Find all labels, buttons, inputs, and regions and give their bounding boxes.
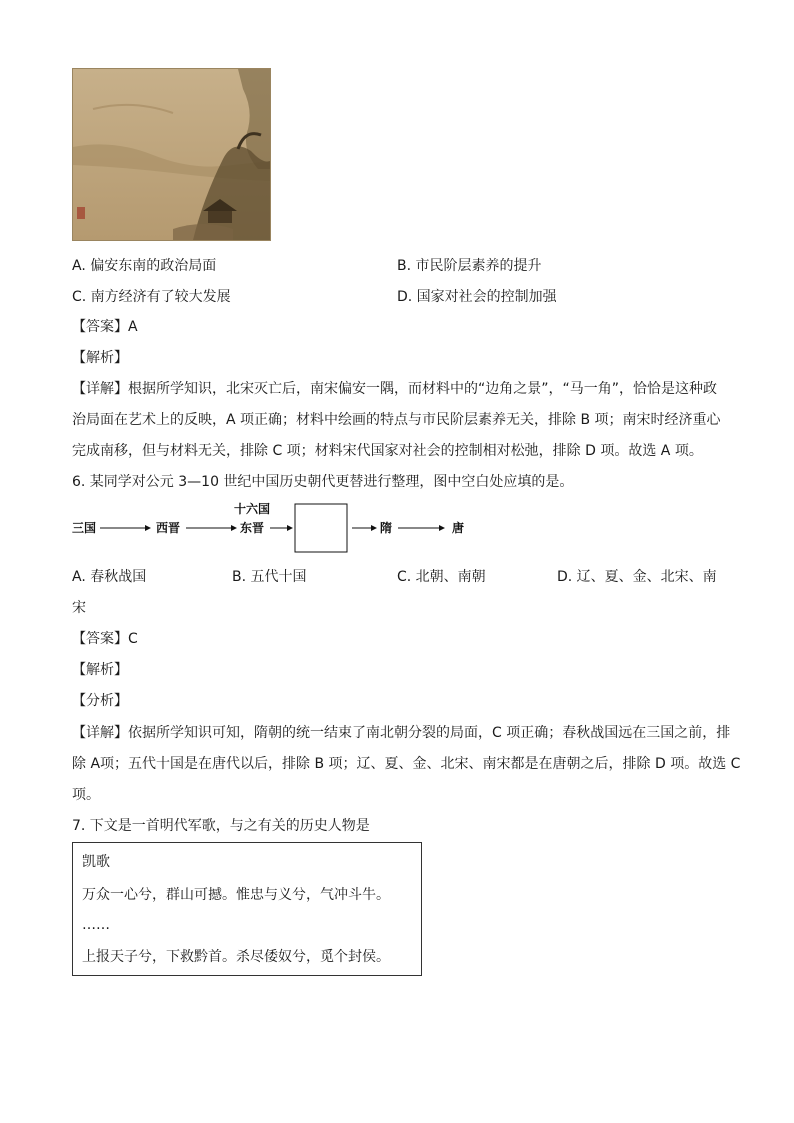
dynasty-timeline-diagram xyxy=(72,500,492,556)
q5-option-c: C. 南方经济有了较大发展 xyxy=(72,289,231,305)
q6-option-d: D. 辽、夏、金、北宋、南 xyxy=(557,569,717,585)
node-dongjin: 东晋 xyxy=(240,521,265,535)
q6-analysis-label: 【解析】 xyxy=(72,662,128,678)
q5-answer: 【答案】A xyxy=(72,319,138,335)
node-shiliuguo: 十六国 xyxy=(234,502,271,516)
blank-box xyxy=(295,504,347,552)
poem-title: 凯歌 xyxy=(82,854,110,870)
q6-fenxi-label: 【分析】 xyxy=(72,693,128,709)
poem-line-1: 万众一心兮，群山可撼。惟忠与义兮，气冲斗牛。 xyxy=(82,887,390,903)
node-tang: 唐 xyxy=(452,521,465,535)
q6-stem: 6. 某同学对公元 3—10 世纪中国历史朝代更替进行整理，图中空白处应填的是。 xyxy=(72,474,574,490)
q6-option-c: C. 北朝、南朝 xyxy=(397,569,486,585)
q5-detail-line-3: 完成南移，但与材料无关，排除 C 项；材料宋代国家对社会的控制相对松弛，排除 D 项。故选 A 项。 xyxy=(72,443,703,459)
q6-detail-line-1: 【详解】依据所学知识可知，隋朝的统一结束了南北朝分裂的局面，C 项正确；春秋战国远在三国之前，排 xyxy=(72,725,731,741)
q5-option-d: D. 国家对社会的控制加强 xyxy=(397,289,557,305)
q6-option-a: A. 春秋战国 xyxy=(72,569,147,585)
q6-option-d-continued: 宋 xyxy=(72,600,86,616)
q5-option-b: B. 市民阶层素养的提升 xyxy=(397,258,542,274)
poem-box xyxy=(72,842,422,976)
node-sui: 隋 xyxy=(380,521,393,535)
q6-detail-line-3: 项。 xyxy=(72,787,100,803)
q5-option-a: A. 偏安东南的政治局面 xyxy=(72,258,217,274)
poem-line-2: 上报天子兮，下救黔首。杀尽倭奴兮，觅个封侯。 xyxy=(82,949,390,965)
q7-stem: 7. 下文是一首明代军歌，与之有关的历史人物是 xyxy=(72,818,370,834)
q6-answer: 【答案】C xyxy=(72,631,138,647)
q5-detail-line-2: 治局面在艺术上的反映，A 项正确；材料中绘画的特点与市民阶层素养无关，排除 B 项；南宋时经济重心 xyxy=(72,412,721,428)
q6-option-b: B. 五代十国 xyxy=(232,569,307,585)
song-landscape-painting xyxy=(72,68,271,241)
q6-detail-line-2: 除 A项；五代十国是在唐代以后，排除 B 项；辽、夏、金、北宋、南宋都是在唐朝之后，排除 D 项。故选 C xyxy=(72,756,741,772)
node-xijin: 西晋 xyxy=(156,521,181,535)
q5-detail-line-1: 【详解】根据所学知识，北宋灭亡后，南宋偏安一隅，而材料中的“边角之景”，“马一角”，恰恰是这种政 xyxy=(72,381,718,397)
node-sanguo: 三国 xyxy=(72,521,97,535)
poem-ellipsis: …… xyxy=(82,917,110,933)
q5-analysis-label: 【解析】 xyxy=(72,350,128,366)
